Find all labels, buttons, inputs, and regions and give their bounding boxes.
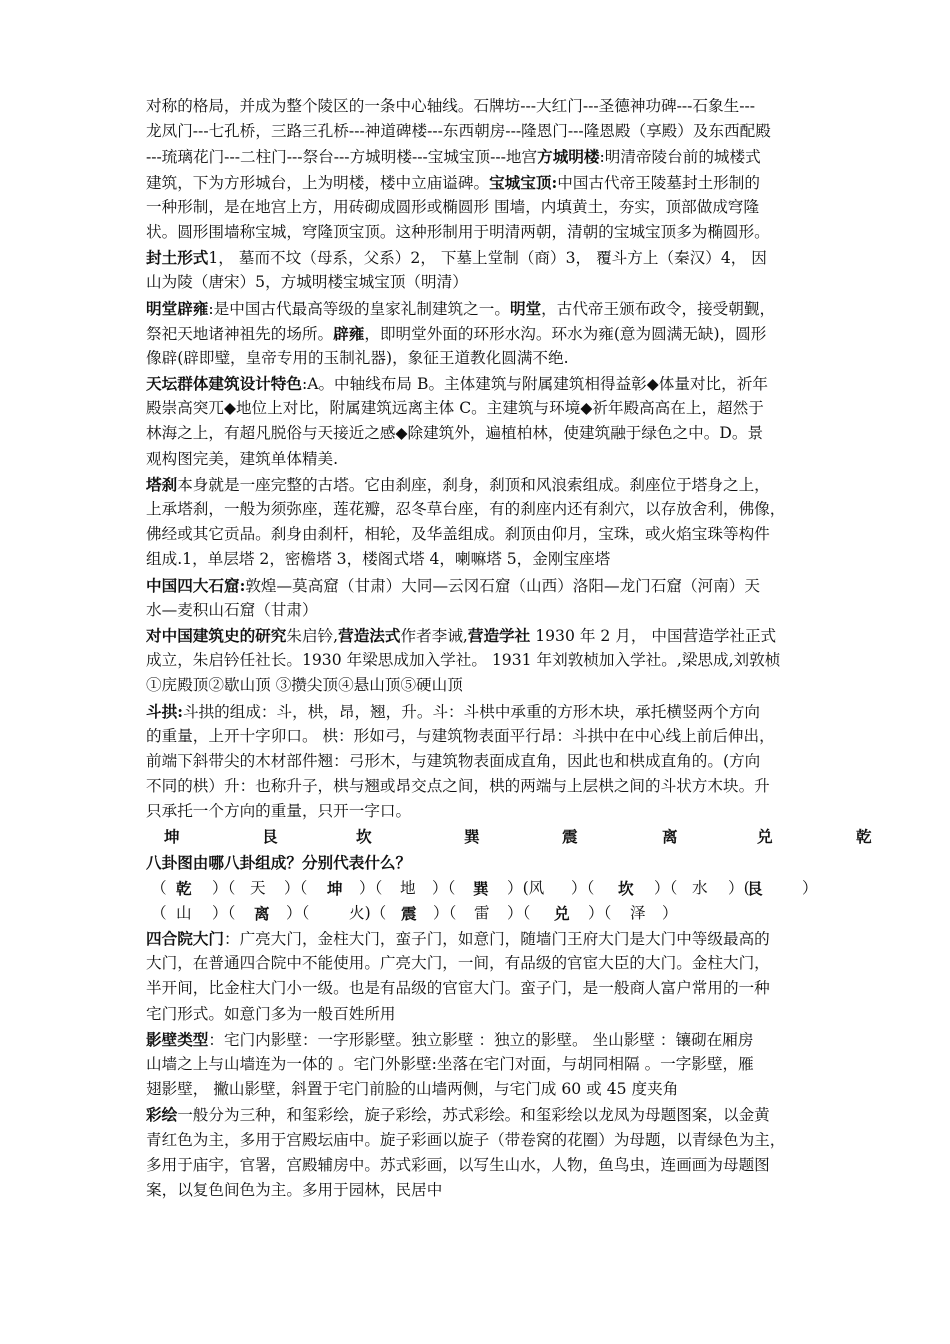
meaning-text: ）（ (654, 878, 678, 897)
text-run: ①庑殿顶②歇山顶 ③攒尖顶④悬山顶⑤硬山顶 (146, 676, 463, 695)
text-run: 敦煌—莫高窟（甘肃）大同—云冈石窟（山西）洛阳—龙门石窟（河南）天 (245, 576, 760, 595)
text-run: :是中国古代最高等级的皇家礼制建筑之一。 (208, 299, 510, 318)
meaning-text: 山 (176, 903, 192, 922)
text-line (146, 976, 824, 1001)
text-run: ---琉璃花门---二柱门---祭台---方城明楼---宝城宝顶---地宫 (146, 148, 538, 167)
meaning-text: 地 (400, 878, 416, 897)
text-line (146, 447, 824, 472)
text-run: 林海之上，有超凡脱俗与天接近之感◆除建筑外，遍植柏林，使建筑融于绿色之中。D。景 (146, 424, 764, 443)
trigram-name: 艮 (747, 878, 763, 898)
trigram-name: 乾 (176, 878, 192, 898)
bold-term: 影壁类型 (146, 1029, 209, 1049)
text-line (146, 245, 824, 270)
text-run: 像辟(辟即璧，皇帝专用的玉制礼器)，象征王道教化圆满不绝. (146, 348, 569, 367)
text-run: 水—麦积山石窟（甘肃） (146, 600, 318, 619)
text-line (146, 1002, 824, 1027)
text-run: 山墙之上与山墙连为一体的 。宅门外影壁:坐落在宅门对面，与胡同相隔 。一字影壁，雁 (146, 1054, 754, 1073)
text-run: 前端下斜带尖的木材部件翘：弓形木，与建筑物表面成直角，因此也和栱成直角的。(方向 (146, 751, 761, 770)
bagua-question: 八卦图由哪八卦组成？分别代表什么？ (146, 853, 412, 873)
text-run: 山为陵（唐宋）5，方城明楼宝城宝顶（明清） (146, 273, 468, 292)
bold-term: 营造学社 (467, 625, 531, 645)
text-run: 不同的栱）升：也称升子，栱与翘或昂交点之间，栱的两端与上层栱之间的斗状方木块。升 (146, 777, 770, 796)
text-run: 案，以复色间色为主。多用于园林，民居中 (146, 1180, 443, 1199)
bold-term: 营造法式 (338, 625, 401, 645)
text-line (146, 396, 824, 421)
meaning-text: ）（ (212, 878, 236, 897)
text-line (146, 522, 824, 547)
text-line (146, 497, 824, 522)
text-block-top (146, 94, 824, 824)
meaning-text: ）( (728, 878, 750, 897)
text-line (146, 799, 824, 824)
meaning-text: 天 (250, 878, 266, 897)
text-run: 斗拱的组成：斗，栱，昂，翘，升。斗：斗栱中承重的方形木块，承托横竖两个方向 (182, 702, 760, 721)
text-run: ：广亮大门，金柱大门，蛮子门，如意门，随墙门王府大门是大门中等级最高的 (223, 930, 770, 948)
text-line (146, 270, 824, 295)
bold-term: 明堂 (509, 298, 542, 318)
text-run: ：宅门内影壁：一字形影壁。独立影壁 ：独立的影壁。 坐山影壁 ：镶砌在厢房 (208, 1030, 754, 1049)
meaning-text: 水 (692, 878, 708, 897)
trigram-name: 艮 (262, 827, 278, 847)
bold-term: 塔刹 (146, 474, 178, 494)
bold-term: 明堂辟雍 (146, 298, 209, 318)
trigram-name: 巽 (464, 827, 480, 847)
text-line (146, 119, 824, 144)
text-line (146, 1178, 824, 1203)
text-run: 作者李诫, (400, 626, 468, 645)
text-line (146, 1077, 824, 1102)
bold-term: 斗拱: (146, 701, 183, 721)
text-line (146, 573, 824, 598)
text-run: 朱启钤, (286, 626, 339, 645)
text-run: 佛经或其它贡品。刹身由刹杆，相轮，及华盖组成。刹顶由仰月，宝珠，或火焰宝珠等构件 (146, 525, 770, 544)
meaning-text: ） (662, 903, 678, 922)
text-line (146, 144, 824, 169)
text-run: 祭祀天地诸神祖先的场所。 (146, 324, 334, 343)
trigram-name: 兑 (554, 903, 570, 923)
bold-term: 天坛群体建筑设计特色 (146, 374, 302, 394)
trigram-name: 坎 (618, 878, 634, 898)
text-line (146, 926, 824, 951)
meaning-text: ）（ (588, 903, 612, 922)
text-run: ，即明堂外面的环形水沟。环水为雍(意为圆满无缺)，圆形 (364, 324, 767, 343)
text-run: 半开间，比金柱大门小一级。也是有品级的官宦大门。蛮子门，是一般商人富户常用的一种 (146, 979, 770, 998)
text-run: :明清帝陵台前的城楼式 (599, 148, 761, 167)
text-line (146, 371, 824, 396)
text-run: 成立，朱启钤任社长。1930 年梁思成加入学社。 1931 年刘敦桢加入学社。,梁思成,刘敦桢 (146, 651, 781, 670)
text-line (146, 1128, 824, 1153)
meaning-text: 雷 (474, 903, 490, 922)
meaning-text: ）（ (212, 903, 236, 922)
bold-term: 对中国建筑史的研究 (146, 625, 287, 645)
text-line (146, 1153, 824, 1178)
meaning-text: ） (802, 878, 818, 897)
text-run: 本身就是一座完整的古塔。它由刹座，刹身，刹顶和风浪索组成。刹座位于塔身之上， (177, 475, 770, 494)
meaning-text: ）（ (359, 878, 383, 897)
text-line (146, 220, 824, 245)
text-run: 的重量，上开十字卯口。 栱：形如弓，与建筑物表面平行昂：斗拱中在中心线上前后伸出， (146, 726, 775, 745)
bold-term: 辟雍 (333, 323, 365, 343)
trigram-name: 坎 (356, 827, 372, 847)
meaning-text: （ (151, 878, 167, 897)
trigram-name: 乾 (856, 827, 872, 847)
text-run: 一种形制，是在地宫上方，用砖砌成圆形或椭圆形 围墙，内填黄土，夯实，顶部做成穹隆 (146, 197, 760, 216)
text-line (146, 472, 824, 497)
text-line (146, 296, 824, 321)
text-run: 观构图完美，建筑单体精美. (146, 449, 339, 468)
trigram-name: 离 (254, 903, 270, 923)
text-run: 翅影壁， 撇山影壁，斜置于宅门前脸的山墙两侧，与宅门成 60 或 45 度夹角 (146, 1080, 679, 1099)
text-run: 1930 年 2 月， 中国营造学社正式 (530, 626, 777, 645)
text-run: 对称的格局，并成为整个陵区的一条中心轴线。石牌坊---大红门---圣德神功碑---石象生--- (146, 97, 756, 115)
text-line (146, 648, 824, 673)
text-line (146, 1027, 824, 1052)
text-line (146, 346, 824, 371)
trigram-name: 坤 (327, 878, 343, 898)
trigram-name: 巽 (473, 878, 489, 898)
text-run: 龙凤门---七孔桥，三路三孔桥---神道碑楼---东西朝房---隆恩门---隆恩殿（享殿）及东西配殿 (146, 122, 771, 141)
meaning-text: ）（ (571, 878, 595, 897)
text-run: ，古代帝王颁布政令，接受朝觐， (541, 299, 776, 318)
trigram-name: 兑 (757, 827, 773, 847)
meaning-text: 泽 (630, 903, 646, 922)
text-line (146, 1052, 824, 1077)
text-run: 殿崇高突兀◆地位上对比，附属建筑远离主体 C。主建筑与环境◆祈年殿高高在上，超然于 (146, 399, 764, 418)
bold-term: 四合院大门 (146, 929, 224, 948)
meaning-text: ）(风 (507, 878, 545, 897)
bold-term: 封土形式 (146, 248, 209, 268)
trigram-name: 震 (562, 827, 578, 847)
text-line (146, 724, 824, 749)
text-run: 中国古代帝王陵墓封土形制的 (557, 173, 760, 192)
text-line (146, 749, 824, 774)
bold-term: 方城明楼 (537, 147, 600, 167)
trigram-name: 离 (662, 827, 678, 847)
text-line (146, 699, 824, 724)
text-run: 组成.1，单层塔 2，密檐塔 3，楼阁式塔 4，喇嘛塔 5，金刚宝座塔 (146, 550, 611, 569)
meaning-text: （ (151, 903, 167, 922)
document-page (146, 94, 872, 1203)
text-line (146, 94, 824, 119)
meaning-text: ）（ (432, 878, 456, 897)
bagua-names-row (146, 824, 872, 850)
text-line (146, 321, 824, 346)
text-line (146, 547, 824, 572)
text-run: 一般分为三种，和玺彩绘，旋子彩绘，苏式彩绘。和玺彩绘以龙凤为母题图案，以金黄 (177, 1106, 770, 1125)
text-block-bottom (146, 926, 824, 1203)
trigram-name: 震 (401, 903, 417, 923)
meaning-text: ）（ (433, 903, 457, 922)
text-run: 状。圆形围墙称宝城，穹隆顶宝顶。这种形制用于明清两朝，清朝的宝城宝顶多为椭圆形。 (146, 222, 770, 241)
text-run: 上承塔刹，一般为须弥座，莲花瓣，忍冬草台座，有的刹座内还有刹穴，以存放舍利，佛像， (146, 500, 786, 518)
text-line (146, 774, 824, 799)
text-line (146, 951, 824, 976)
text-line (146, 195, 824, 220)
bold-term: 宝城宝顶: (489, 172, 558, 192)
meaning-text: ）（ (286, 903, 310, 922)
text-run: 大门，在普通四合院中不能使用。广亮大门，一间，有品级的官宦大臣的大门。金柱大门， (146, 954, 770, 973)
text-run: 只承托一个方向的重量，只开一字口。 (146, 802, 412, 821)
text-run: 多用于庙宇，官署，宫殿辅房中。苏式彩画，以写生山水，人物，鱼鸟虫，连画画为母题图 (146, 1155, 770, 1174)
text-run: 1， 墓而不坟（母系，父系）2， 下墓上堂制（商）3， 覆斗方上（秦汉）4， 因 (208, 249, 767, 268)
text-run: 宅门形式。如意门多为一般百姓所用 (146, 1004, 396, 1023)
bold-term: 中国四大石窟: (146, 575, 246, 595)
text-run: 建筑，下为方形城台，上为明楼，楼中立庙谥碑。 (146, 173, 490, 192)
text-line (146, 673, 824, 698)
meaning-text: ）（ (284, 878, 308, 897)
meaning-text: 火)（ (349, 903, 387, 922)
meaning-text: ）（ (507, 903, 531, 922)
bagua-answer-row-2 (146, 901, 824, 926)
bold-term: 彩绘 (146, 1105, 178, 1125)
text-run: 青红色为主，多用于宫殿坛庙中。旋子彩画以旋子（带卷窝的花圈）为母题，以青绿色为主， (146, 1130, 786, 1149)
bagua-answer-row-1 (146, 876, 824, 901)
text-line (146, 170, 824, 195)
text-run: :A。中轴线布局 B。主体建筑与附属建筑相得益彰◆体量对比，祈年 (301, 375, 768, 394)
trigram-name: 坤 (164, 827, 180, 847)
text-line (146, 421, 824, 446)
text-line (146, 1102, 824, 1127)
text-line (146, 623, 824, 648)
text-line (146, 598, 824, 623)
